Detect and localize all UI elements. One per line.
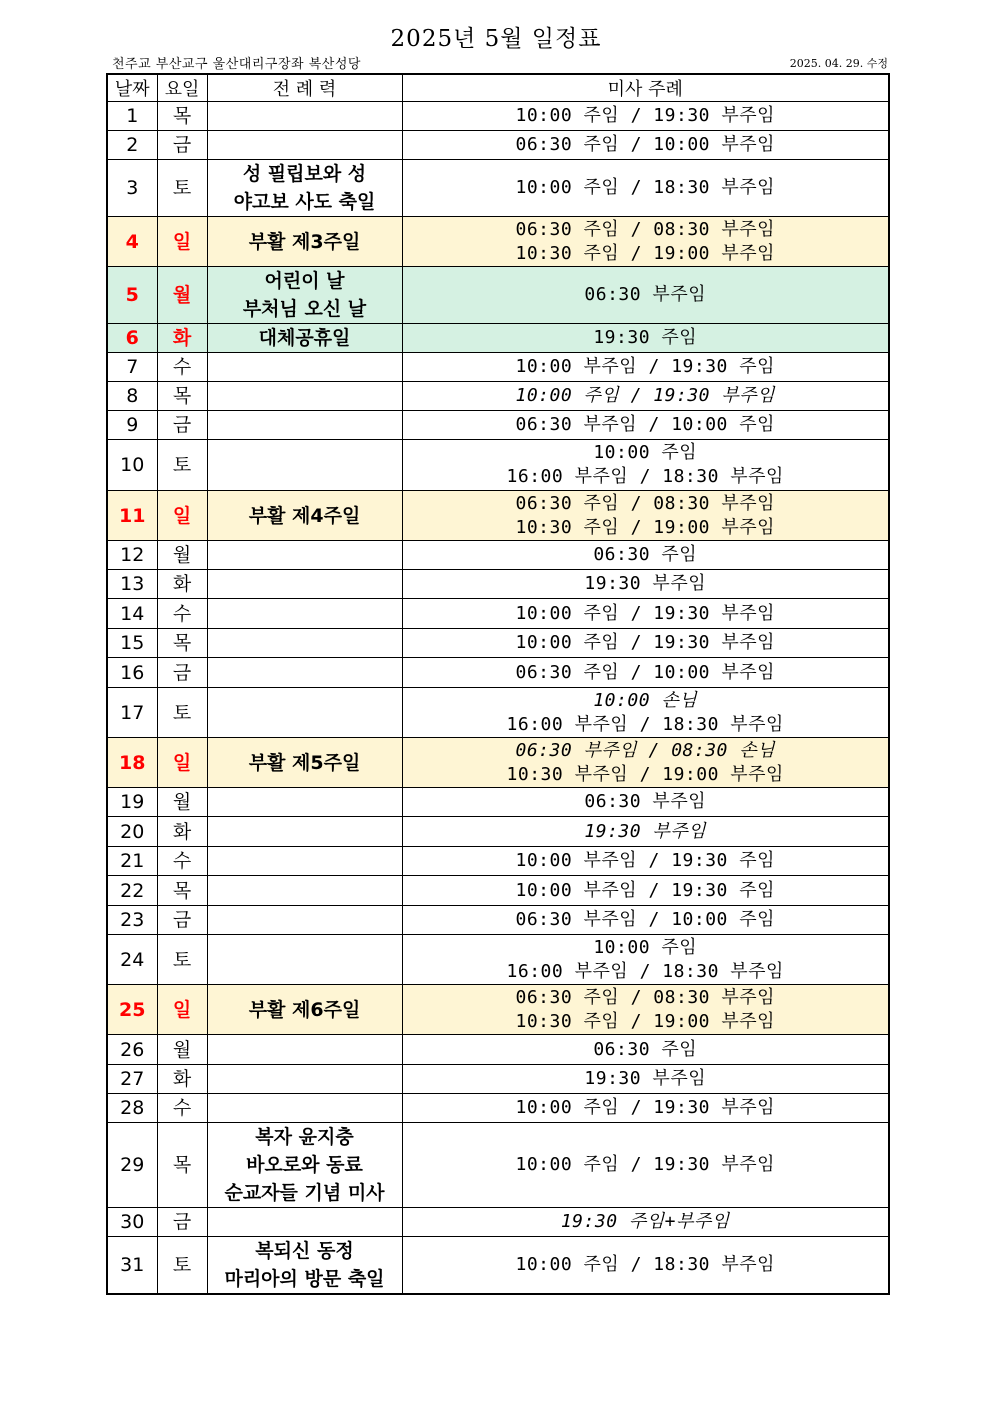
mass-cell xyxy=(402,102,889,131)
liturgy-cell xyxy=(207,160,402,217)
liturgy-cell xyxy=(207,217,402,267)
weekday-cell: 금 xyxy=(157,131,207,160)
weekday-cell: 목 xyxy=(157,1123,207,1208)
date-cell: 4 xyxy=(107,217,157,267)
liturgy-cell xyxy=(207,267,402,324)
mass-line: 10:00 부주임 / 19:30 주임 xyxy=(515,850,775,871)
liturgy-cell xyxy=(207,1237,402,1295)
table-row xyxy=(107,847,889,876)
table-row xyxy=(107,906,889,935)
mass-line: 06:30 주임 / 08:30 부주임 xyxy=(515,218,775,240)
liturgy-cell xyxy=(207,658,402,688)
mass-line: 06:30 주임 xyxy=(593,1038,698,1060)
mass-cell xyxy=(402,935,889,985)
mass-line: 19:30 주임+부주임 xyxy=(560,1211,730,1232)
date-cell: 28 xyxy=(107,1094,157,1123)
weekday-cell: 일 xyxy=(157,217,207,267)
table-row xyxy=(107,570,889,599)
mass-line: 06:30 부주임 / 10:00 주임 xyxy=(515,909,775,930)
mass-line: 10:00 부주임 / 19:30 주임 xyxy=(515,879,775,901)
weekday-cell: 월 xyxy=(157,788,207,817)
table-row xyxy=(107,935,889,985)
weekday-cell: 월 xyxy=(157,541,207,570)
table-row xyxy=(107,985,889,1035)
mass-line: 10:00 주임 xyxy=(593,442,698,463)
liturgy-cell xyxy=(207,131,402,160)
date-cell: 22 xyxy=(107,876,157,906)
liturgy-cell xyxy=(207,1208,402,1237)
weekday-cell: 화 xyxy=(157,1065,207,1094)
liturgy-line: 바오로와 동료 xyxy=(246,1154,363,1176)
liturgy-line: 복되신 동정 xyxy=(255,1240,354,1262)
mass-line: 19:30 부주임 xyxy=(584,1068,707,1089)
table-row xyxy=(107,1094,889,1123)
column-header-mass: 미사 주례 xyxy=(402,74,889,102)
mass-cell xyxy=(402,570,889,599)
date-cell: 31 xyxy=(107,1237,157,1295)
liturgy-cell xyxy=(207,738,402,788)
weekday-cell: 금 xyxy=(157,906,207,935)
weekday-cell: 월 xyxy=(157,267,207,324)
date-cell: 17 xyxy=(107,688,157,738)
mass-cell xyxy=(402,847,889,876)
liturgy-line: 순교자들 기념 미사 xyxy=(224,1182,385,1204)
mass-line: 06:30 부주임 / 10:00 주임 xyxy=(515,414,775,435)
mass-line: 06:30 주임 / 08:30 부주임 xyxy=(515,986,775,1008)
mass-cell xyxy=(402,267,889,324)
mass-cell xyxy=(402,440,889,491)
date-cell: 30 xyxy=(107,1208,157,1237)
weekday-cell: 일 xyxy=(157,491,207,541)
liturgy-cell xyxy=(207,102,402,131)
mass-line: 16:00 부주임 / 18:30 부주임 xyxy=(506,960,784,982)
revision-date: 2025. 04. 29. 수정 xyxy=(789,57,888,70)
weekday-cell: 목 xyxy=(157,102,207,131)
liturgy-line: 어린이 날 xyxy=(264,270,345,292)
date-cell: 24 xyxy=(107,935,157,985)
table-row xyxy=(107,1208,889,1237)
liturgy-cell xyxy=(207,688,402,738)
liturgy-line: 야고보 사도 축일 xyxy=(233,191,376,213)
weekday-cell: 수 xyxy=(157,847,207,876)
mass-cell xyxy=(402,382,889,411)
date-cell: 15 xyxy=(107,629,157,658)
mass-line: 10:00 주임 / 19:30 부주임 xyxy=(515,385,775,406)
mass-line: 06:30 부주임 / 08:30 손님 xyxy=(515,739,775,761)
liturgy-line: 부활 제5주일 xyxy=(248,751,361,774)
date-cell: 29 xyxy=(107,1123,157,1208)
table-row xyxy=(107,102,889,131)
table-row xyxy=(107,382,889,411)
mass-cell xyxy=(402,738,889,788)
schedule-table xyxy=(106,73,890,1295)
liturgy-cell xyxy=(207,1123,402,1208)
date-cell: 11 xyxy=(107,491,157,541)
liturgy-cell xyxy=(207,906,402,935)
table-row xyxy=(107,411,889,440)
mass-line: 10:00 주임 / 18:30 부주임 xyxy=(515,177,775,198)
date-cell: 23 xyxy=(107,906,157,935)
mass-line: 19:30 부주임 xyxy=(584,573,707,594)
liturgy-cell xyxy=(207,629,402,658)
liturgy-cell xyxy=(207,353,402,382)
mass-cell xyxy=(402,217,889,267)
column-header-day: 요일 xyxy=(157,74,207,102)
weekday-cell: 금 xyxy=(157,658,207,688)
mass-cell xyxy=(402,985,889,1035)
liturgy-cell xyxy=(207,788,402,817)
mass-cell xyxy=(402,1035,889,1065)
mass-cell xyxy=(402,629,889,658)
weekday-cell: 일 xyxy=(157,985,207,1035)
table-row xyxy=(107,658,889,688)
date-cell: 26 xyxy=(107,1035,157,1065)
liturgy-cell xyxy=(207,599,402,629)
date-cell: 18 xyxy=(107,738,157,788)
mass-cell xyxy=(402,906,889,935)
liturgy-cell xyxy=(207,1035,402,1065)
table-row xyxy=(107,353,889,382)
weekday-cell: 금 xyxy=(157,411,207,440)
weekday-cell: 토 xyxy=(157,688,207,738)
date-cell: 2 xyxy=(107,131,157,160)
liturgy-line: 부활 제3주일 xyxy=(248,230,361,253)
date-cell: 12 xyxy=(107,541,157,570)
date-cell: 5 xyxy=(107,267,157,324)
mass-line: 06:30 부주임 xyxy=(584,284,707,305)
weekday-cell: 토 xyxy=(157,935,207,985)
liturgy-cell xyxy=(207,847,402,876)
table-row xyxy=(107,491,889,541)
date-cell: 20 xyxy=(107,817,157,847)
table-row xyxy=(107,217,889,267)
liturgy-cell xyxy=(207,817,402,847)
mass-line: 10:00 주임 / 19:30 부주임 xyxy=(515,1097,775,1118)
mass-cell xyxy=(402,541,889,570)
mass-line: 16:00 부주임 / 18:30 부주임 xyxy=(506,466,784,487)
mass-line: 10:00 주임 / 19:30 부주임 xyxy=(515,602,775,624)
liturgy-line: 부활 제6주일 xyxy=(248,998,361,1021)
mass-line: 10:00 손님 xyxy=(593,689,698,711)
table-row xyxy=(107,738,889,788)
mass-cell xyxy=(402,324,889,353)
date-cell: 6 xyxy=(107,324,157,353)
mass-line: 10:00 주임 xyxy=(593,936,698,958)
table-row xyxy=(107,440,889,491)
page-title: 2025년 5월 일정표 xyxy=(390,26,602,52)
mass-cell xyxy=(402,688,889,738)
date-cell: 7 xyxy=(107,353,157,382)
mass-line: 10:00 주임 / 18:30 부주임 xyxy=(515,1254,775,1275)
liturgy-line: 마리아의 방문 축일 xyxy=(224,1268,385,1290)
mass-cell xyxy=(402,658,889,688)
liturgy-cell xyxy=(207,570,402,599)
liturgy-cell xyxy=(207,411,402,440)
mass-line: 10:30 주임 / 19:00 부주임 xyxy=(515,242,775,264)
column-header-date: 날짜 xyxy=(107,74,157,102)
table-row xyxy=(107,629,889,658)
mass-cell xyxy=(402,1123,889,1208)
mass-cell xyxy=(402,599,889,629)
liturgy-cell xyxy=(207,1094,402,1123)
table-row xyxy=(107,1065,889,1094)
date-cell: 25 xyxy=(107,985,157,1035)
mass-line: 19:30 주임 xyxy=(593,327,698,348)
column-header-liturgy: 전 례 력 xyxy=(207,74,402,102)
date-cell: 14 xyxy=(107,599,157,629)
table-row xyxy=(107,1123,889,1208)
mass-line: 10:30 부주임 / 19:00 부주임 xyxy=(506,763,784,785)
mass-cell xyxy=(402,353,889,382)
liturgy-cell xyxy=(207,935,402,985)
date-cell: 13 xyxy=(107,570,157,599)
weekday-cell: 수 xyxy=(157,353,207,382)
mass-line: 16:00 부주임 / 18:30 부주임 xyxy=(506,713,784,735)
liturgy-cell xyxy=(207,491,402,541)
weekday-cell: 토 xyxy=(157,1237,207,1295)
mass-cell xyxy=(402,491,889,541)
weekday-cell: 화 xyxy=(157,570,207,599)
table-row xyxy=(107,324,889,353)
mass-cell xyxy=(402,1094,889,1123)
mass-cell xyxy=(402,1065,889,1094)
table-header-row xyxy=(107,74,889,102)
weekday-cell: 목 xyxy=(157,629,207,658)
mass-line: 06:30 주임 / 08:30 부주임 xyxy=(515,492,775,514)
mass-line: 10:00 주임 / 19:30 부주임 xyxy=(515,105,775,126)
liturgy-cell xyxy=(207,1065,402,1094)
date-cell: 27 xyxy=(107,1065,157,1094)
liturgy-line: 부활 제4주일 xyxy=(248,504,361,527)
date-cell: 19 xyxy=(107,788,157,817)
liturgy-cell xyxy=(207,985,402,1035)
mass-cell xyxy=(402,411,889,440)
weekday-cell: 수 xyxy=(157,1094,207,1123)
weekday-cell: 금 xyxy=(157,1208,207,1237)
mass-cell xyxy=(402,160,889,217)
mass-cell xyxy=(402,817,889,847)
liturgy-cell xyxy=(207,324,402,353)
mass-cell xyxy=(402,1208,889,1237)
mass-line: 06:30 부주임 xyxy=(584,791,707,812)
table-row xyxy=(107,541,889,570)
weekday-cell: 일 xyxy=(157,738,207,788)
mass-line: 10:00 부주임 / 19:30 주임 xyxy=(515,356,775,377)
weekday-cell: 토 xyxy=(157,440,207,491)
table-row xyxy=(107,131,889,160)
weekday-cell: 월 xyxy=(157,1035,207,1065)
liturgy-line: 복자 윤지충 xyxy=(255,1126,354,1148)
date-cell: 16 xyxy=(107,658,157,688)
weekday-cell: 수 xyxy=(157,599,207,629)
liturgy-cell xyxy=(207,440,402,491)
mass-cell xyxy=(402,131,889,160)
parish-name: 천주교 부산교구 울산대리구장좌 복산성당 xyxy=(112,57,361,72)
mass-line: 19:30 부주임 xyxy=(584,820,707,842)
weekday-cell: 화 xyxy=(157,817,207,847)
mass-line: 06:30 주임 xyxy=(593,544,698,565)
date-cell: 21 xyxy=(107,847,157,876)
table-row xyxy=(107,160,889,217)
weekday-cell: 토 xyxy=(157,160,207,217)
date-cell: 9 xyxy=(107,411,157,440)
table-row xyxy=(107,817,889,847)
liturgy-line: 성 필립보와 성 xyxy=(242,163,367,185)
liturgy-cell xyxy=(207,876,402,906)
mass-line: 10:00 주임 / 19:30 부주임 xyxy=(515,1154,775,1175)
date-cell: 8 xyxy=(107,382,157,411)
mass-line: 10:00 주임 / 19:30 부주임 xyxy=(515,632,775,653)
schedule-body xyxy=(107,102,889,1295)
liturgy-cell xyxy=(207,382,402,411)
table-row xyxy=(107,788,889,817)
table-row xyxy=(107,1237,889,1295)
date-cell: 10 xyxy=(107,440,157,491)
mass-line: 10:30 주임 / 19:00 부주임 xyxy=(515,516,775,538)
date-cell: 1 xyxy=(107,102,157,131)
mass-line: 06:30 주임 / 10:00 부주임 xyxy=(515,661,775,683)
table-row xyxy=(107,599,889,629)
weekday-cell: 화 xyxy=(157,324,207,353)
date-cell: 3 xyxy=(107,160,157,217)
mass-cell xyxy=(402,788,889,817)
table-row xyxy=(107,876,889,906)
table-row xyxy=(107,1035,889,1065)
mass-line: 10:30 주임 / 19:00 부주임 xyxy=(515,1010,775,1032)
mass-line: 06:30 주임 / 10:00 부주임 xyxy=(515,134,775,155)
liturgy-line: 부처님 오신 날 xyxy=(242,298,367,320)
liturgy-cell xyxy=(207,541,402,570)
liturgy-line: 대체공휴일 xyxy=(258,327,351,349)
weekday-cell: 목 xyxy=(157,876,207,906)
mass-cell xyxy=(402,876,889,906)
weekday-cell: 목 xyxy=(157,382,207,411)
mass-cell xyxy=(402,1237,889,1295)
table-row xyxy=(107,267,889,324)
table-row xyxy=(107,688,889,738)
